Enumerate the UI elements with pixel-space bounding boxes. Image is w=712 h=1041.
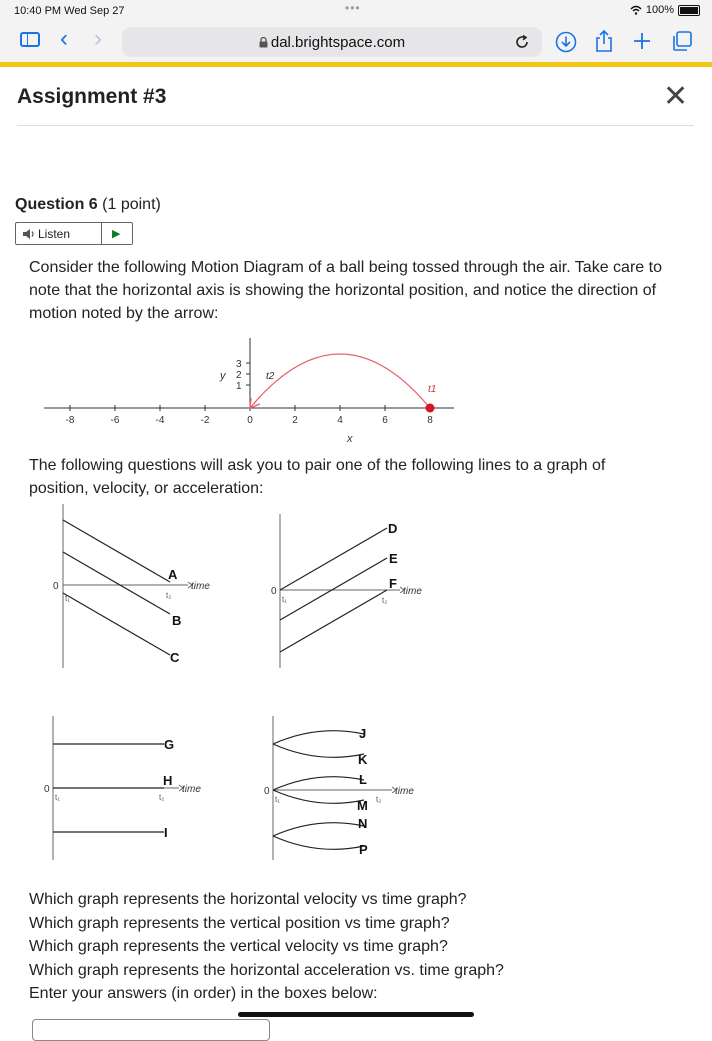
lock-icon (259, 37, 268, 48)
brand-bar (0, 62, 712, 67)
wifi-icon (630, 5, 642, 15)
download-icon[interactable] (555, 31, 577, 53)
play-icon[interactable]: ▶ (112, 228, 121, 240)
prompt-item: Which graph represents the horizontal velocity vs time graph? (29, 891, 467, 908)
graph-line-b (63, 552, 170, 614)
answer-input[interactable] (32, 1019, 270, 1041)
x-tick-label: 8 (427, 415, 433, 426)
graph-abc-t1: t₁ (65, 594, 70, 603)
label-i: I (164, 825, 168, 840)
y-tick-label: 3 (236, 359, 242, 370)
x-tick-label: -4 (155, 415, 165, 426)
x-tick-label: -8 (65, 415, 75, 426)
label-f: F (389, 576, 397, 591)
graph-line-e (280, 558, 387, 620)
prompt-item: Which graph represents the horizontal acceleration vs. time graph? (29, 961, 504, 979)
prompt-item: Enter your answers (in order) in the boxes below: (29, 985, 378, 1002)
question-followup: The following questions will ask you to pair one of the following lines to a graph of position, velocity, or acceleration: (29, 457, 606, 497)
multitask-dots[interactable]: ••• (345, 1, 361, 15)
y-tick-label: 1 (236, 381, 242, 392)
question-points: (1 point) (102, 196, 161, 213)
motion-y-label: y (220, 370, 226, 382)
label-n: N (358, 816, 368, 831)
motion-t2-label: t2 (266, 371, 275, 382)
trajectory-curve (250, 354, 430, 408)
graph-ghi-origin: 0 (44, 784, 50, 795)
tabs-icon[interactable] (671, 30, 693, 52)
status-right (630, 4, 700, 16)
listen-button[interactable] (15, 222, 133, 245)
graph-abc-origin: 0 (53, 581, 59, 592)
graph-curve-l (273, 777, 364, 790)
graph-jp-t2: t₂ (376, 795, 382, 804)
graph-ghi-time-label: time (182, 784, 201, 795)
graph-curve-m (273, 790, 364, 803)
label-d: D (388, 521, 398, 536)
back-icon[interactable]: ‹ (60, 25, 68, 52)
reload-icon[interactable] (514, 34, 530, 50)
graph-def-origin: 0 (271, 586, 277, 597)
graph-jp-time-label: time (395, 786, 414, 797)
label-b: B (172, 613, 182, 628)
status-time: 10:40 PM Wed Sep 27 (14, 5, 125, 17)
label-l: L (359, 772, 367, 787)
graph-abc (45, 500, 245, 670)
label-g: G (164, 737, 175, 752)
label-e: E (389, 551, 398, 566)
x-tick-label: 2 (292, 415, 298, 426)
speaker-icon (22, 228, 36, 240)
graph-curve-n (273, 823, 364, 836)
new-tab-icon[interactable] (632, 31, 652, 51)
label-j: J (359, 726, 367, 741)
graph-def-t1: t₁ (282, 595, 287, 604)
graph-jp-t1: t₁ (275, 795, 280, 804)
listen-label: Listen (38, 227, 71, 241)
x-tick-label: 4 (337, 415, 343, 426)
motion-x-label: x (347, 433, 353, 445)
graph-ghi-t1: t₁ (55, 793, 60, 802)
graph-curve-k (273, 744, 364, 757)
label-p: P (359, 842, 368, 857)
x-tick-label: 0 (247, 415, 253, 426)
graph-jp (260, 712, 460, 862)
label-k: K (358, 752, 368, 767)
page-title: Assignment #3 (17, 85, 167, 108)
listen-divider (101, 223, 102, 244)
graph-ghi-t2: t₂ (159, 793, 165, 802)
motion-t1-label: t1 (428, 384, 437, 395)
forward-icon[interactable]: › (94, 25, 102, 52)
status-bar (0, 0, 712, 22)
graph-line-a (63, 520, 170, 582)
label-h: H (163, 773, 173, 788)
graph-def-time-label: time (403, 586, 422, 597)
graph-line-f (280, 590, 387, 652)
x-tick-label: -2 (200, 415, 210, 426)
graph-curve-j (273, 731, 364, 744)
battery-icon (678, 5, 700, 16)
graph-abc-time-label: time (191, 581, 210, 592)
graph-abc-t2: t₂ (166, 591, 172, 600)
battery-percent: 100% (645, 4, 674, 16)
ball-marker (426, 404, 435, 413)
graph-jp-origin: 0 (264, 786, 270, 797)
graph-curve-p (273, 836, 364, 849)
graph-line-c (63, 593, 170, 655)
label-m: M (357, 798, 368, 813)
title-divider (17, 125, 694, 126)
graph-line-d (280, 528, 387, 590)
question-prompts (29, 888, 504, 1006)
home-indicator[interactable] (238, 1012, 474, 1017)
graph-def (262, 500, 462, 670)
sidebar-icon[interactable] (20, 32, 40, 47)
question-heading (15, 196, 161, 214)
question-intro: Consider the following Motion Diagram of a ball being tossed through the air. Take care to note that the horizontal axis is showing the horizontal position, and notice the direction of motion noted by the arrow: (29, 259, 662, 322)
x-tick-label: 6 (382, 415, 388, 426)
close-icon[interactable]: ✕ (663, 80, 689, 113)
label-a: A (168, 567, 178, 582)
question-label: Question 6 (15, 196, 98, 213)
motion-diagram (40, 330, 460, 445)
address-bar[interactable] (122, 27, 542, 57)
graph-ghi (40, 712, 240, 862)
y-tick-label: 2 (236, 370, 242, 381)
prompt-item: Which graph represents the vertical velocity vs time graph? (29, 938, 448, 955)
prompt-item: Which graph represents the vertical position vs time graph? (29, 914, 450, 932)
browser-toolbar (0, 22, 712, 62)
label-c: C (170, 650, 180, 665)
share-icon[interactable] (593, 29, 615, 53)
url-value: dal.brightspace.com (270, 34, 406, 51)
x-tick-label: -6 (110, 415, 120, 426)
url-text (122, 34, 542, 51)
graph-def-t2: t₂ (382, 596, 388, 605)
